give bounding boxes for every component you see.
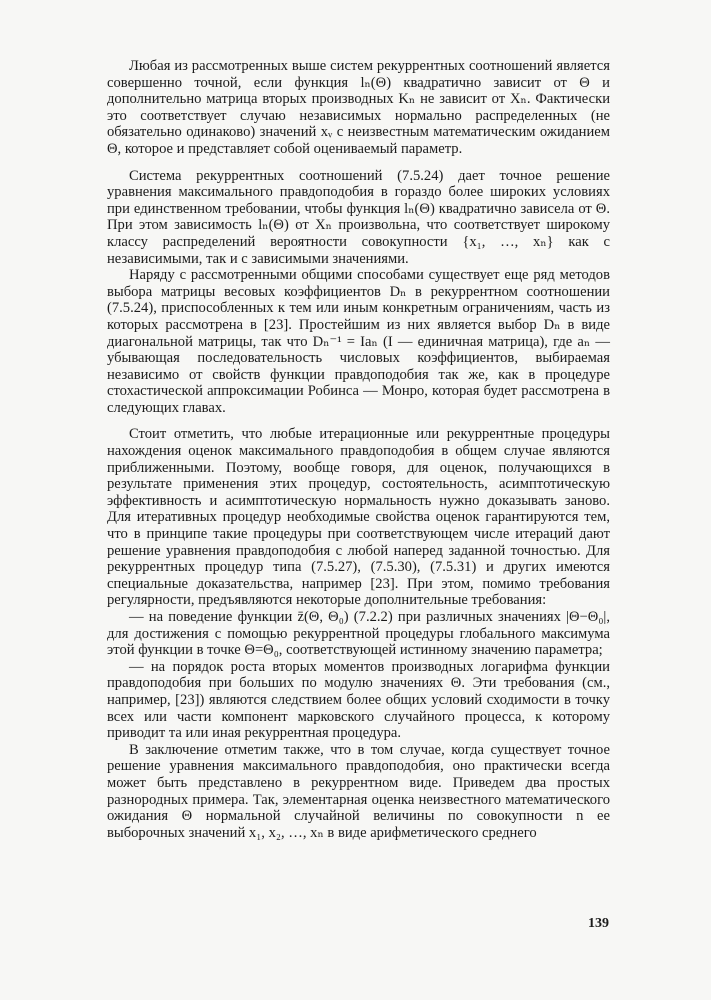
paragraph: Любая из рассмотренных выше систем рекуррентных соотношений является совершенно точной, если функция lₙ(Θ) квадратично зависит от Θ и дополнительно матрица вторых производных Kₙ не зависит от Xₙ. Фактически это соответствует случаю независимых нормально распределенных (не обязательно одинаково) значений xᵥ с неизвестным математическим ожиданием Θ, которое и представляет собой оцениваемый параметр. bbox=[107, 58, 610, 157]
paragraph: — на поведение функции z̄(Θ, Θ₀) (7.2.2) при различных значениях |Θ−Θ₀|, для достижения с помощью рекуррентной процедуры глобального максимума этой функции в точке Θ=Θ₀, соответствующей истинному значению параметра; bbox=[107, 609, 610, 659]
paragraph: — на порядок роста вторых моментов производных логарифма функции правдоподобия при больших по модулю значениях Θ. Эти требования (см., например, [23]) являются следствием более общих условий сходимости в точку всех или части компонент марковского случайного процесса, к которому приводит та или иная рекуррентная процедура. bbox=[107, 658, 610, 742]
paragraph: Система рекуррентных соотношений (7.5.24) дает точное решение уравнения максимального правдоподобия в гораздо более широких условиях при единственном требовании, чтобы функция lₙ(Θ) квадратично зависела от Θ. При этом зависимость lₙ(Θ) от Xₙ произвольна, что соответствует широкому классу распределений вероятности совокупности {x₁, …, xₙ} как с независимыми, так и с зависимыми значениями. bbox=[107, 167, 610, 267]
page-number: 139 bbox=[588, 916, 609, 931]
page-body bbox=[107, 58, 610, 841]
paragraph: Стоит отметить, что любые итерационные или рекуррентные процедуры нахождения оценок максимального правдоподобия в общем случае являются приближенными. Поэтому, вообще говоря, для оценок, получающихся в результате применения этих процедур, состоятельность, асимптотическую эффективность и асимптотическую нормальность нужно доказывать заново. Для итеративных процедур необходимые свойства оценок гарантируются тем, что в принципе такие процедуры при соответствующем числе итераций дают решение уравнения правдоподобия с любой наперед заданной точностью. Для рекуррентных процедур типа (7.5.27), (7.5.30), (7.5.31) и других имеются специальные доказательства, например [23]. При этом, помимо требования регулярности, предъявляются некоторые дополнительные требования: bbox=[107, 426, 610, 609]
paragraph: Наряду с рассмотренными общими способами существует еще ряд методов выбора матрицы весовых коэффициентов Dₙ в рекуррентном соотношении (7.5.24), приспособленных к тем или иным конкретным ограничениям, часть из которых рассмотрена в [23]. Простейшим из них является выбор Dₙ в виде диагональной матрицы, так что Dₙ⁻¹ = Iaₙ (I — единичная матрица), где aₙ — убывающая последовательность числовых коэффициентов, выбираемая независимо от свойств функции правдоподобия так же, как в процедуре стохастической аппроксимации Робинса — Монро, которая будет рассмотрена в следующих главах. bbox=[107, 267, 610, 416]
paragraph: В заключение отметим также, что в том случае, когда существует точное решение уравнения максимального правдоподобия, оно практически всегда может быть представлено в рекуррентном виде. Приведем два простых разнородных примера. Так, элементарная оценка неизвестного математического ожидания Θ нормальной случайной величины по совокупности n ее выборочных значений x₁, x₂, …, xₙ в виде арифметического среднего bbox=[107, 741, 610, 841]
